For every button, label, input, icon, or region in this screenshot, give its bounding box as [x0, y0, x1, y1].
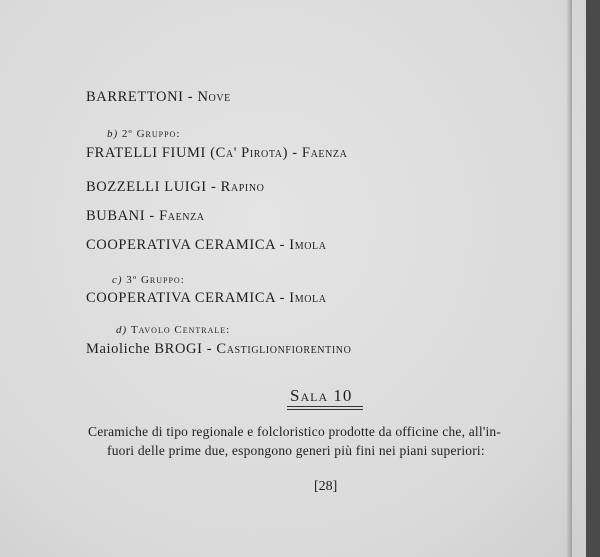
- exhibitor-place: Faenza: [159, 208, 205, 224]
- hall-underline: [287, 406, 363, 407]
- group-heading-3: [112, 274, 185, 286]
- separator: -: [145, 208, 160, 224]
- hall-underline-double: [287, 409, 363, 410]
- exhibitor-name: Maioliche BROGI: [86, 341, 203, 357]
- separator: -: [206, 179, 221, 195]
- exhibitor-name: FRATELLI FIUMI (: [86, 145, 216, 161]
- group-heading-2: [107, 128, 180, 140]
- page-edge-shadow: [566, 0, 572, 557]
- group-heading-d: [116, 324, 230, 336]
- group-label: Tavolo Centrale:: [130, 324, 231, 336]
- exhibitor-name: COOPERATIVA CERAMICA: [86, 237, 276, 253]
- group-letter: b): [107, 128, 119, 140]
- separator: -: [202, 341, 217, 357]
- entry-bubani: [86, 208, 205, 225]
- hall-label: Sala: [290, 386, 329, 405]
- exhibitor-name: COOPERATIVA CERAMICA: [86, 290, 276, 306]
- group-letter: c): [112, 274, 123, 286]
- entry-barrettoni: [86, 89, 231, 106]
- paren-close: ): [282, 145, 289, 161]
- hall-number: 10: [333, 386, 353, 405]
- exhibitor-place: Castiglionfiorentino: [216, 341, 352, 357]
- exhibitor-place: Rapino: [220, 179, 265, 195]
- description-line-2: fuori delle prime due, espongono generi più fini nei piani superiori:: [107, 443, 485, 458]
- exhibitor-place: Nove: [197, 89, 231, 105]
- separator: -: [275, 237, 290, 253]
- description-line-1: Ceramiche di tipo regionale e folcloristico prodotte da officine che, all'in-: [88, 424, 502, 439]
- entry-bozzelli: [86, 179, 264, 196]
- separator: -: [275, 290, 290, 306]
- separator: -: [288, 145, 302, 161]
- exhibitor-name: BOZZELLI LUIGI: [86, 179, 207, 195]
- exhibitor-name: BUBANI: [86, 208, 146, 224]
- exhibitor-name: BARRETTONI: [86, 89, 184, 105]
- exhibitor-place: Imola: [289, 290, 327, 306]
- exhibitor-place: Faenza: [301, 145, 348, 161]
- group-letter: d): [116, 324, 128, 336]
- exhibitor-place: Imola: [289, 237, 327, 253]
- entry-brogi: [86, 341, 351, 358]
- entry-cooperativa-1: [86, 237, 327, 254]
- group-label: 3º Gruppo:: [126, 274, 185, 286]
- hall-heading: [290, 386, 352, 406]
- separator: -: [183, 89, 198, 105]
- page-number: [28]: [314, 479, 338, 494]
- entry-cooperativa-2: [86, 290, 327, 307]
- group-label: 2º Gruppo:: [121, 128, 181, 140]
- entry-fiumi: [86, 145, 347, 162]
- exhibitor-workshop: Ca' Pirota: [215, 145, 283, 161]
